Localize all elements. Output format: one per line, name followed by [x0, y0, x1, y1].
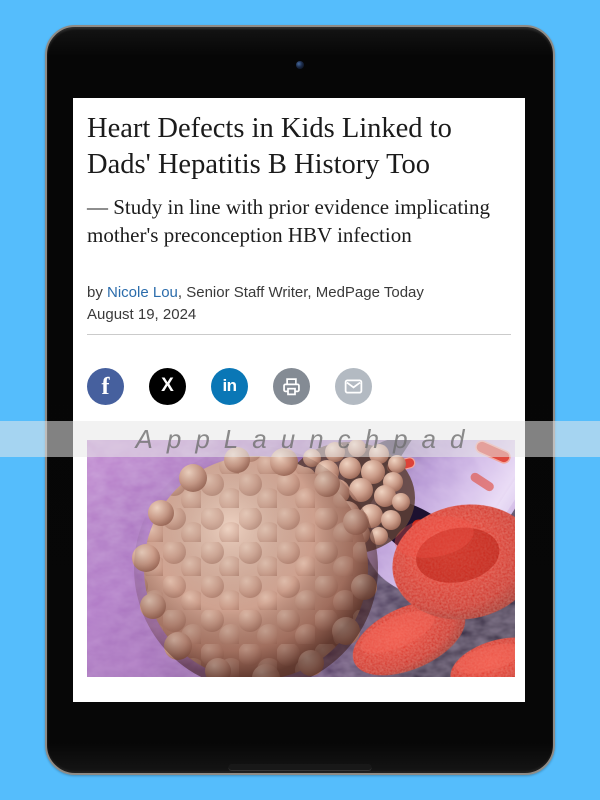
front-camera-dot — [296, 61, 304, 69]
facebook-icon: f — [101, 373, 110, 400]
applaunchpad-watermark: AppLaunchpad — [135, 423, 479, 454]
article-content — [73, 111, 525, 405]
linkedin-share-button[interactable] — [211, 368, 248, 405]
tablet-frame — [45, 25, 555, 775]
byline-prefix: by — [87, 283, 108, 301]
publish-date: August 19, 2024 — [87, 306, 197, 324]
byline-suffix: , Senior Staff Writer, MedPage Today — [177, 283, 424, 301]
article-dek: — Study in line with prior evidence implicating mother's preconception HBV infection — [87, 195, 491, 247]
author-link[interactable]: Nicole Lou — [107, 283, 178, 301]
byline — [87, 282, 511, 305]
linkedin-icon: in — [222, 376, 237, 396]
printer-icon — [281, 376, 302, 397]
hepatitis-virus-illustration — [87, 440, 515, 677]
article-hero-image — [87, 440, 515, 677]
x-twitter-icon: X — [161, 375, 174, 397]
email-button[interactable] — [335, 368, 372, 405]
share-toolbar — [87, 368, 511, 405]
divider-rule — [87, 334, 511, 335]
print-button[interactable] — [273, 368, 310, 405]
speaker-slot — [229, 764, 372, 770]
facebook-share-button[interactable] — [87, 368, 124, 405]
tablet-screen — [73, 98, 525, 702]
watermark-band — [0, 421, 600, 457]
x-share-button[interactable] — [149, 368, 186, 405]
email-envelope-icon — [343, 376, 364, 397]
article-title: Heart Defects in Kids Linked to Dads' Hepatitis B History Too — [87, 113, 452, 181]
